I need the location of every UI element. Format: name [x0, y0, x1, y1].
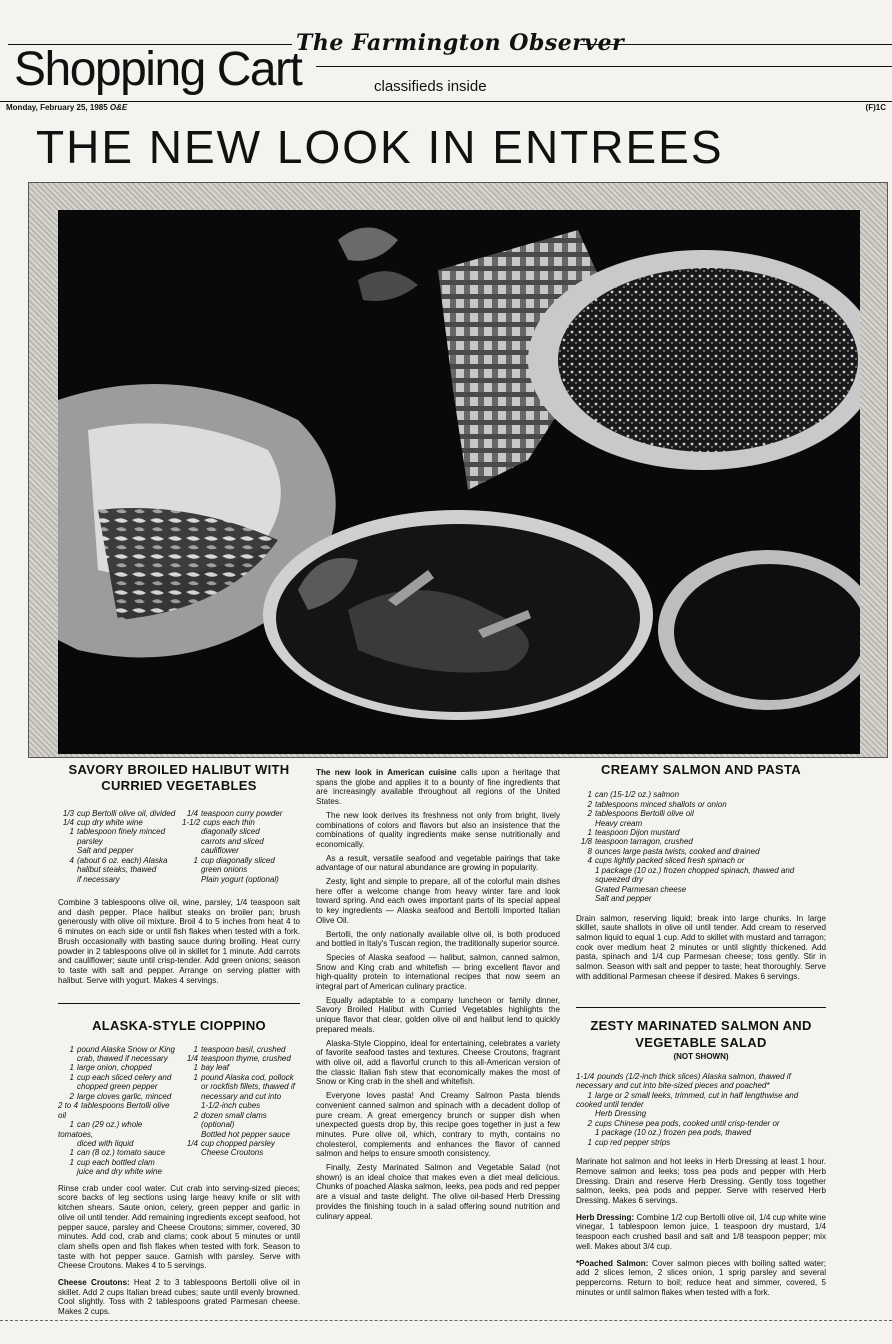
ingredient-item: 1 can (8 oz.) tomato sauce	[69, 1148, 166, 1158]
ingredient-item: 1-1/2 cups each thin	[182, 817, 255, 827]
ingredient-item: 2 dozen small clams	[193, 1110, 267, 1120]
recipe-title-cioppino: ALASKA-STYLE CIOPPINO	[92, 1018, 266, 1034]
ingredient-item: 1 pound Alaska cod, pollock	[193, 1072, 294, 1082]
ingredient-item: 4 (about 6 oz. each) Alaska	[69, 855, 168, 865]
ingredient-item: diagonally sliced	[201, 827, 260, 837]
ingredient-item: Salt and pepper	[77, 846, 134, 856]
ingredient-item: 1 teaspoon basil, crushed	[193, 1044, 286, 1054]
ingredient-item: halibut steaks, thawed	[77, 865, 157, 875]
column-right	[576, 762, 826, 1297]
poached-salmon-note: *Poached Salmon: Cover salmon pieces with boiling salted water; add 2 slices lemon, 2 slices onion, 1 sprig parsley and several peppercorns. Return to boil; reduce heat and simmer, covered, 5 minutes or until salmon flakes when tested with a fork.	[576, 1258, 827, 1297]
section-divider	[58, 1003, 300, 1004]
ingredient-item: Grated Parmesan cheese	[595, 884, 687, 894]
ingredient-item: 1 large onion, chopped	[69, 1063, 152, 1073]
ingredients-halibut	[58, 809, 300, 885]
herb-dressing-note: Herb Dressing: Combine 1/2 cup Bertolli olive oil, 1/4 cup white wine vinegar, 1 tablespoon lemon juice, 1 teaspoon dry mustard, 1/4 teaspoon each crushed basil and salt and 1/8 teaspoon pepper; mix well. Makes about 3/4 cup.	[576, 1212, 826, 1251]
ingredient-item: Cheese Croutons	[201, 1148, 264, 1158]
masthead-rule	[580, 44, 892, 45]
ingredients-salmon-pasta	[576, 790, 826, 903]
ingredient-item: 1 pound Alaska Snow or King	[69, 1044, 175, 1054]
ingredient-item: 1 tablespoon finely minced	[69, 827, 166, 837]
dateline-rule	[0, 101, 892, 102]
ingredient-item: Plain yogurt (optional)	[201, 874, 279, 884]
ingredient-item: diced with liquid	[77, 1138, 134, 1148]
ingredient-item: 1 cup red pepper strips	[587, 1137, 671, 1147]
article-paragraph: As a result, versatile seafood and vegetable pairings that take advantage of our natural abundance are growing in popularity.	[316, 853, 560, 873]
ingredient-item: 1 can (15-1/2 oz.) salmon	[587, 790, 680, 800]
ingredient-item: 2 to 4 tablespoons Bertolli olive oil	[58, 1101, 170, 1120]
ingredient-item: Bottled hot pepper sauce	[201, 1129, 290, 1139]
masthead-rule	[316, 66, 892, 67]
ingredient-item: 4 cups lightly packed sliced fresh spinach or	[587, 856, 745, 866]
article-paragraph: Everyone loves pasta! And Creamy Salmon Pasta blends convenient canned salmon and spinach with a decadent dollop of pure cream. A great emergency brunch or supper dish when unexpected guests drop by, this recipe goes together in just a few minutes. Pure olive oil, which, contrary to myth, contains no cholesterol, complements and enhances the flavor of canned salmon and helps to ensure smooth consistency.	[316, 1091, 560, 1159]
ingredient-item: 2 cups Chinese pea pods, cooked until crisp-tender or	[587, 1118, 780, 1128]
ingredient-item: 1/8 teaspoon tarragon, crushed	[580, 837, 693, 847]
newspaper-name: The Farmington Observer	[296, 30, 625, 56]
ingredient-item: 1 can (29 oz.) whole tomatoes,	[58, 1120, 143, 1139]
ingredient-item: 1 package (10 oz.) frozen pea pods, thawed	[595, 1128, 752, 1138]
croutons-note: Cheese Croutons: Heat 2 to 3 tablespoons Bertolli olive oil in skillet. Add 2 cups Italian bread cubes; saute until evenly browned. Cool slightly. Toss with 2 tablespoons grated Parmesan cheese. Makes 2 cups.	[58, 1278, 300, 1317]
ingredient-item: or rockfish fillets, thawed if	[201, 1082, 295, 1092]
ingredient-item: 1 cup diagonally sliced	[193, 855, 275, 865]
ingredient-item: 1 package (10 oz.) frozen chopped spinach, thawed and squeezed dry	[595, 865, 795, 885]
masthead	[0, 0, 892, 112]
ingredient-item: Salt and pepper	[595, 894, 652, 904]
ingredient-item: crab, thawed if necessary	[77, 1054, 168, 1064]
ingredient-item: 1-1/4 pounds (1/2-inch thick slices) Alaska salmon, thawed if necessary and cut into bite-sized pieces and poached*	[576, 1071, 791, 1091]
ingredient-item: 1 teaspoon Dijon mustard	[587, 828, 680, 837]
ingredient-item: 1 cup each sliced celery and	[69, 1072, 172, 1082]
ingredient-item: Heavy cream	[595, 818, 643, 828]
ingredients-list	[182, 1045, 300, 1177]
ingredient-item: juice and dry white wine	[77, 1167, 162, 1177]
recipe-title-salmon-pasta: CREAMY SALMON AND PASTA	[601, 762, 801, 777]
ingredient-item: 1/4 teaspoon curry powder	[186, 808, 283, 818]
page-code: (F)1C	[865, 103, 886, 112]
ingredient-item: (optional)	[201, 1120, 235, 1130]
entrees-photo	[58, 210, 860, 754]
recipe-title-halibut: SAVORY BROILED HALIBUT WITH CURRIED VEGETABLES	[68, 762, 290, 794]
article-paragraph: The new look derives its freshness not only from bright, lively combinations of colors and flavors but also an insistence that the combinations of quality ingredients make sense nutritionally and economically.	[316, 810, 560, 849]
edition-code: O&E	[109, 103, 128, 112]
section-title: Shopping Cart	[14, 43, 302, 96]
article-column	[316, 768, 560, 1221]
issue-date: Monday, February 25, 1985	[6, 103, 108, 112]
article-paragraph: Finally, Zesty Marinated Salmon and Vegetable Salad (not shown) is an ideal choice that makes even a diet meal delicious. Chunks of poached Alaska salmon, leeks, pea pods and red pepper are a visual and taste delight. The olive oil-based Herb Dressing provides the finishing touch in a salad offering sound nutrition and culinary appeal.	[316, 1163, 560, 1221]
ingredients-list	[58, 809, 176, 885]
article-paragraph: Zesty, light and simple to prepare, all of the colorful main dishes here offer a welcome change from heavy winter fare and look toward spring. And each owes important parts of its special appeal to key ingredients — Alaska seafood and Bertolli Imported Italian Olive Oil.	[316, 877, 560, 925]
ingredient-item: 1 bay leaf	[193, 1063, 230, 1073]
ingredient-item: 2 large cloves garlic, minced	[69, 1091, 172, 1101]
ingredients-list	[58, 1045, 176, 1177]
ingredients-list	[182, 809, 300, 885]
recipe-title-salmon-salad: ZESTY MARINATED SALMON AND VEGETABLE SALAD	[590, 1018, 812, 1050]
ingredient-item: Herb Dressing	[595, 1109, 647, 1119]
page-headline: THE NEW LOOK IN ENTREES	[36, 121, 724, 173]
ingredient-item: 1 large or 2 small leeks, trimmed, cut in half lengthwise and cooked until tender	[576, 1090, 799, 1109]
recipe-directions-cioppino: Rinse crab under cool water. Cut crab into serving-sized pieces; score backs of leg sections using large heavy knife or slit with kitchen shears. Saute onion, celery, green pepper and garlic in olive oil until tender. Add remaining ingredients except seafood, hot pepper sauce, parsley and Cheese Croutons; simmer, covered, 30 minutes. Add cod, crab and clams; cook about 5 minutes or until clam shells open and fish flakes when tested with fork. Season to taste with hot pepper sauce. Garnish with parsley. Serve with Cheese Croutons. Makes 4 to 5 servings.	[58, 1183, 300, 1271]
article-paragraph: Bertolli, the only nationally available olive oil, is both produced and bottled in Italy's Tuscan region, the traditionally superior source.	[316, 929, 560, 949]
ingredient-item: 8 ounces large pasta twists, cooked and drained	[587, 846, 760, 856]
dateline	[6, 103, 127, 112]
ingredient-item: parsley	[77, 836, 103, 846]
recipe-directions-salmon-pasta: Drain salmon, reserving liquid; break into large chunks. In large skillet, saute shallots in olive oil until tender. Add cream to reserved salmon liquid to equal 1 cup. Add to skillet with mustard and tarragon; cook over medium heat 2 minutes or until slightly thickened. Add pasta, spinach and 1/4 cup Parmesan cheese; toss gently. Stir in salmon. Season with salt and pepper to taste; heat thoroughly. Serve with additional Parmesan cheese if desired. Makes 6 servings.	[576, 913, 826, 981]
recipe-subtitle: (NOT SHOWN)	[673, 1051, 729, 1061]
ingredient-item: 1/4 cup dry white wine	[62, 817, 143, 827]
column-left	[58, 762, 300, 1317]
ingredients-cioppino	[58, 1045, 300, 1177]
ingredient-item: necessary and cut into	[201, 1091, 282, 1101]
ingredient-item: chopped green pepper	[77, 1082, 158, 1092]
ingredient-item: carrots and sliced	[201, 836, 264, 846]
ingredient-item: 1/3 cup Bertolli olive oil, divided	[62, 808, 176, 818]
ingredient-item: 2 tablespoons Bertolli olive oil	[587, 809, 694, 819]
article-paragraph: Equally adaptable to a company luncheon or family dinner, Savory Broiled Halibut with Curried Vegetables highlights the unique flavor that clear, golden olive oil and halibut lend to quickly prepared meals.	[316, 995, 560, 1034]
classifieds-note: classifieds inside	[374, 78, 487, 95]
article-paragraph: Species of Alaska seafood — halibut, salmon, canned salmon, Snow and King crab and whitefish — bring excellent flavor and high-quality protein to international recipes that now seem an integral part of American culinary practice.	[316, 952, 560, 992]
ingredient-item: 1-1/2-inch cubes	[201, 1101, 261, 1111]
ingredient-item: 2 tablespoons minced shallots or onion	[587, 799, 727, 809]
article-lead: The new look in American cuisine calls upon a heritage that spans the globe and applies it to a bounty of fine ingredients that are increasingly available throughout all regions of the United States.	[316, 768, 561, 807]
ingredient-item: if necessary	[77, 874, 120, 884]
ingredient-item: 1/4 cup chopped parsley	[186, 1138, 275, 1148]
article-paragraph: Alaska-Style Cioppino, ideal for entertaining, celebrates a variety of favorite seafood tastes and textures. Cheese Croutons, fragrant with olive oil, add a flavorful crunch to this all-American version of the classic Italian fish stew that economically makes the most of Snow or King crab in the shell and whitefish.	[316, 1038, 560, 1087]
ingredient-item: 1 cup each bottled clam	[69, 1157, 155, 1167]
recipe-directions-salmon-salad: Marinate hot salmon and hot leeks in Herb Dressing at least 1 hour. Remove salmon and leeks; toss pea pods and pepper with Herb Dressing. Drain and reserve Herb Dressing. Gently toss together salmon, leeks, pea pods and pepper. Serve with reserved Herb Dressing. Makes 6 servings.	[576, 1157, 826, 1205]
page-bottom-rule	[0, 1320, 892, 1321]
section-divider	[576, 1007, 826, 1008]
ingredient-item: 1/4 teaspoon thyme, crushed	[186, 1054, 291, 1064]
ingredient-item: green onions	[201, 865, 248, 875]
ingredient-item: cauliflower	[201, 846, 239, 856]
recipe-directions-halibut: Combine 3 tablespoons olive oil, wine, parsley, 1/4 teaspoon salt and dash pepper. Place halibut steaks on broiler pan; brush generously with olive oil mixture. Broil 4 to 5 inches from heat 4 to 6 minutes on each side or until fish flakes when tested with a fork. Brush occasionally with basting sauce during broiling. Heat curry powder in 2 tablespoons olive oil in skillet for 1 minute. Add carrots and cauliflower; saute until crisp-tender. Add green onions; season to taste with salt and pepper. Arrange on serving platter with halibut. Serve with yogurt. Makes 4 servings.	[58, 898, 300, 985]
ingredients-salmon-salad	[576, 1072, 826, 1148]
